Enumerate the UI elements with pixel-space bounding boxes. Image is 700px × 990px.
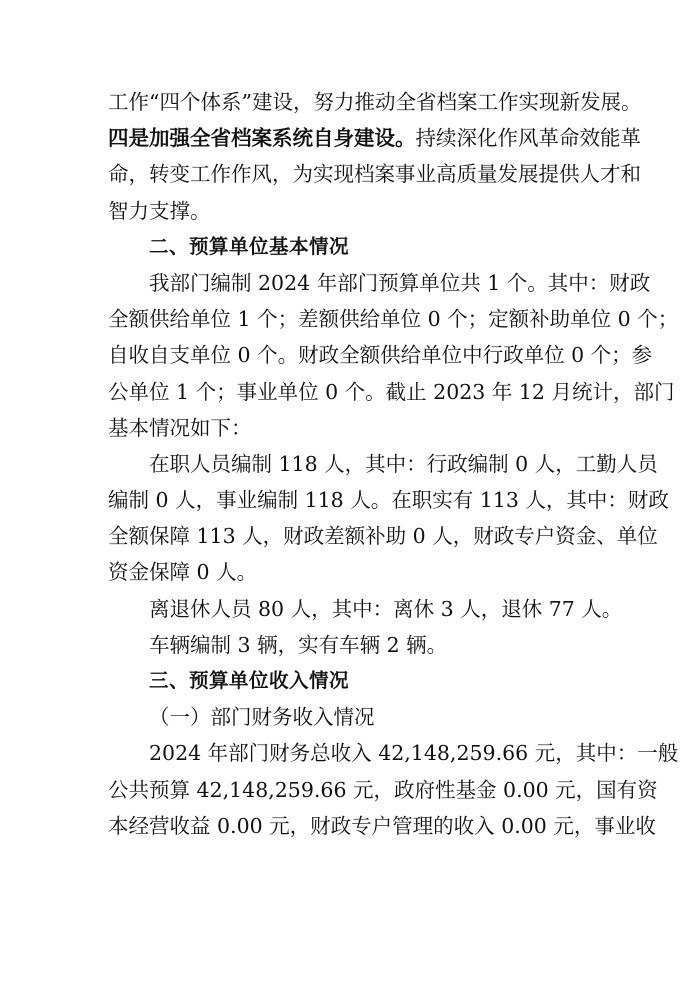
bold-lead-text: 四是加强全省档案系统自身建设。 <box>108 126 416 151</box>
paragraph-line: 全额供给单位 1 个；差额供给单位 0 个；定额补助单位 0 个； <box>108 307 679 332</box>
section-heading: 三、预算单位收入情况 <box>149 669 350 692</box>
paragraph-line: 公共预算 42,148,259.66 元，政府性基金 0.00 元，国有资 <box>108 777 658 802</box>
paragraph-line: 基本情况如下： <box>108 415 252 440</box>
paragraph-line: 离退休人员 80 人，其中：离休 3 人，退休 77 人。 <box>149 596 623 621</box>
paragraph-line: 本经营收益 0.00 元，财政专户管理的收入 0.00 元，事业收 <box>108 813 656 838</box>
paragraph-text: 持续深化作风革命效能革 <box>415 126 641 151</box>
paragraph-line: 资金保障 0 人。 <box>108 560 258 585</box>
paragraph-line: 我部门编制 2024 年部门预算单位共 1 个。其中：财政 <box>149 270 651 295</box>
paragraph-line: 全额保障 113 人，财政差额补助 0 人，财政专户资金、单位 <box>108 524 658 549</box>
paragraph-line: 工作“四个体系”建设，努力推动全省档案工作实现新发展。 <box>108 90 642 114</box>
paragraph-line <box>108 120 641 156</box>
paragraph-line: 命，转变工作作风，为实现档案事业高质量发展提供人才和 <box>108 162 641 187</box>
paragraph-line: 车辆编制 3 辆，实有车辆 2 辆。 <box>149 632 448 657</box>
paragraph-line: 公单位 1 个；事业单位 0 个。截止 2023 年 12 月统计，部门 <box>108 379 675 404</box>
paragraph-line: 2024 年部门财务总收入 42,148,259.66 元，其中：一般 <box>149 741 679 766</box>
subsection-heading: （一）部门财务收入情况 <box>149 705 375 730</box>
paragraph-line: 自收自支单位 0 个。财政全额供给单位中行政单位 0 个；参 <box>108 343 653 368</box>
section-heading: 二、预算单位基本情况 <box>149 234 350 258</box>
paragraph-line: 编制 0 人，事业编制 118 人。在职实有 113 人，其中：财政 <box>108 488 669 513</box>
paragraph-line: 在职人员编制 118 人，其中：行政编制 0 人，工勤人员 <box>149 451 658 476</box>
document-page <box>108 84 679 844</box>
paragraph-line: 智力支撑。 <box>108 198 211 223</box>
